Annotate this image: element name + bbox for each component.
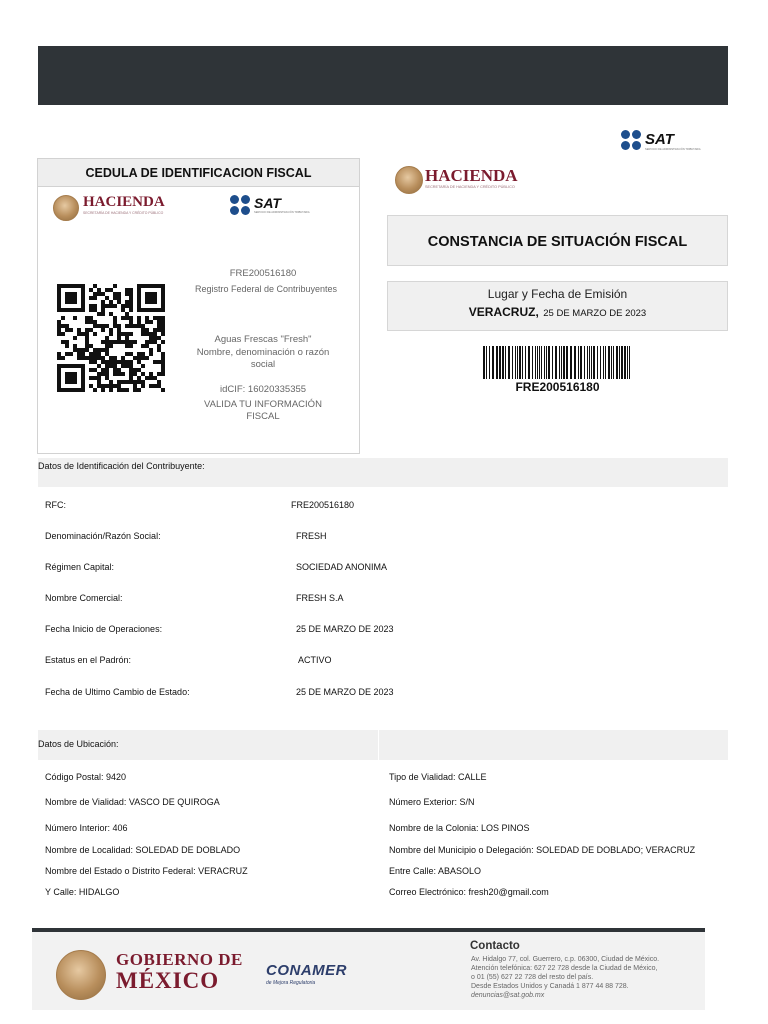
cedula-rfc: FRE200516180 — [229, 268, 297, 279]
contact-line-2: Atención telefónica: 627 22 728 desde la Ciudad de México, — [471, 965, 658, 972]
document-title: CONSTANCIA DE SITUACIÓN FISCAL — [387, 215, 728, 266]
sat-logo-card — [230, 195, 320, 217]
barcode-text: FRE200516180 — [515, 380, 600, 394]
cedula-valida-2: FISCAL — [246, 411, 280, 422]
issue-date: 25 DE MARZO DE 2023 — [543, 308, 647, 319]
row-label-nombre-comercial: Nombre Comercial: — [45, 593, 123, 603]
location-vialidad: Nombre de Vialidad: VASCO DE QUIROGA — [45, 797, 220, 807]
footer — [32, 928, 705, 1010]
location-y-calle: Y Calle: HIDALGO — [45, 887, 120, 897]
row-label-estatus: Estatus en el Padrón: — [45, 655, 132, 665]
gobierno-logo-line1: GOBIERNO DE — [116, 950, 243, 969]
sat-logo-subtitle: SERVICIO DE ADMINISTRACIÓN TRIBUTARIA — [254, 211, 310, 214]
row-value-regimen: SOCIEDAD ANONIMA — [296, 562, 388, 572]
row-label-razon-social: Denominación/Razón Social: — [45, 531, 161, 541]
hacienda-logo-subtitle: SECRETARÍA DE HACIENDA Y CRÉDITO PÚBLICO — [425, 185, 515, 189]
row-label-fecha-cambio: Fecha de Ultimo Cambio de Estado: — [45, 687, 190, 697]
location-tipo-vialidad: Tipo de Vialidad: CALLE — [389, 772, 487, 782]
sat-dots-icon — [621, 130, 641, 150]
location-correo[interactable]: Correo Electrónico: fresh20@gmail.com — [389, 887, 549, 897]
contact-email[interactable]: denuncias@sat.gob.mx — [471, 992, 545, 999]
location-entre-calle: Entre Calle: ABASOLO — [389, 866, 482, 876]
identification-section-header — [38, 458, 728, 487]
issue-place-date-box — [387, 281, 728, 331]
barcode — [483, 346, 632, 379]
hacienda-seal-icon — [53, 195, 79, 221]
location-numero-interior: Número Interior: 406 — [45, 823, 128, 833]
location-colonia: Nombre de la Colonia: LOS PINOS — [389, 823, 530, 833]
cedula-title: CEDULA DE IDENTIFICACION FISCAL — [38, 159, 359, 187]
sat-logo — [621, 130, 726, 154]
cedula-idcif: idCIF: 16020335355 — [219, 384, 307, 395]
hacienda-seal-icon — [395, 166, 423, 194]
row-value-nombre-comercial: FRESH S.A — [296, 593, 344, 603]
location-localidad: Nombre de Localidad: SOLEDAD DE DOBLADO — [45, 845, 241, 855]
sat-dots-icon — [230, 195, 250, 215]
row-value-estatus: ACTIVO — [298, 655, 332, 665]
gobierno-logo-line2: MÉXICO — [116, 968, 220, 993]
issue-city: VERACRUZ, — [468, 305, 539, 319]
cedula-rfc-label: Registro Federal de Contribuyentes — [194, 284, 338, 294]
issue-place-label: Lugar y Fecha de Emisión — [487, 287, 628, 301]
row-value-rfc: FRE200516180 — [291, 500, 355, 510]
location-estado: Nombre del Estado o Distrito Federal: VERACRUZ — [45, 866, 248, 876]
qr-code[interactable] — [57, 283, 165, 393]
sat-logo-text: SAT — [254, 195, 281, 211]
row-label-regimen: Régimen Capital: — [45, 562, 115, 572]
hacienda-logo-text: HACIENDA — [83, 194, 165, 210]
location-codigo-postal: Código Postal: 9420 — [45, 772, 127, 782]
contact-title: Contacto — [470, 940, 520, 952]
top-banner — [38, 46, 728, 105]
location-section-title: Datos de Ubicación: — [38, 739, 119, 749]
conamer-logo: CONAMER — [266, 962, 347, 979]
row-value-razon-social: FRESH — [296, 531, 327, 541]
location-section-header — [38, 730, 728, 760]
hacienda-logo-text: HACIENDA — [425, 166, 518, 185]
cedula-name-label-2: social — [250, 359, 276, 370]
row-label-fecha-inicio: Fecha Inicio de Operaciones: — [45, 624, 163, 634]
conamer-subtitle: de Mejora Regulatoria — [266, 980, 316, 986]
cedula-name-label-1: Nombre, denominación o razón — [196, 347, 330, 358]
contact-line-1: Av. Hidalgo 77, col. Guerrero, c.p. 06300, Ciudad de México. — [471, 956, 660, 963]
location-municipio: Nombre del Municipio o Delegación: SOLEDAD DE DOBLADO; VERACRUZ — [389, 845, 696, 855]
identification-section-title: Datos de Identificación del Contribuyente: — [38, 461, 205, 471]
contact-line-3: o 01 (55) 627 22 728 del resto del país. — [471, 974, 594, 981]
row-label-rfc: RFC: — [45, 500, 66, 510]
row-value-fecha-inicio: 25 DE MARZO DE 2023 — [296, 624, 394, 634]
sat-logo-text: SAT — [645, 131, 674, 148]
row-value-fecha-cambio: 25 DE MARZO DE 2023 — [296, 687, 394, 697]
sat-logo-subtitle: SERVICIO DE ADMINISTRACIÓN TRIBUTARIA — [645, 148, 701, 151]
location-numero-exterior: Número Exterior: S/N — [389, 797, 475, 807]
section-divider — [378, 730, 379, 760]
mexico-seal-icon — [56, 950, 106, 1000]
cedula-valida-1: VALIDA TU INFORMACIÓN — [204, 399, 322, 410]
cedula-taxpayer-name: Aguas Frescas "Fresh" — [214, 334, 312, 345]
contact-line-4: Desde Estados Unidos y Canadá 1 877 44 88 728. — [471, 983, 629, 990]
hacienda-logo-subtitle: SECRETARÍA DE HACIENDA Y CRÉDITO PÚBLICO — [83, 211, 164, 215]
